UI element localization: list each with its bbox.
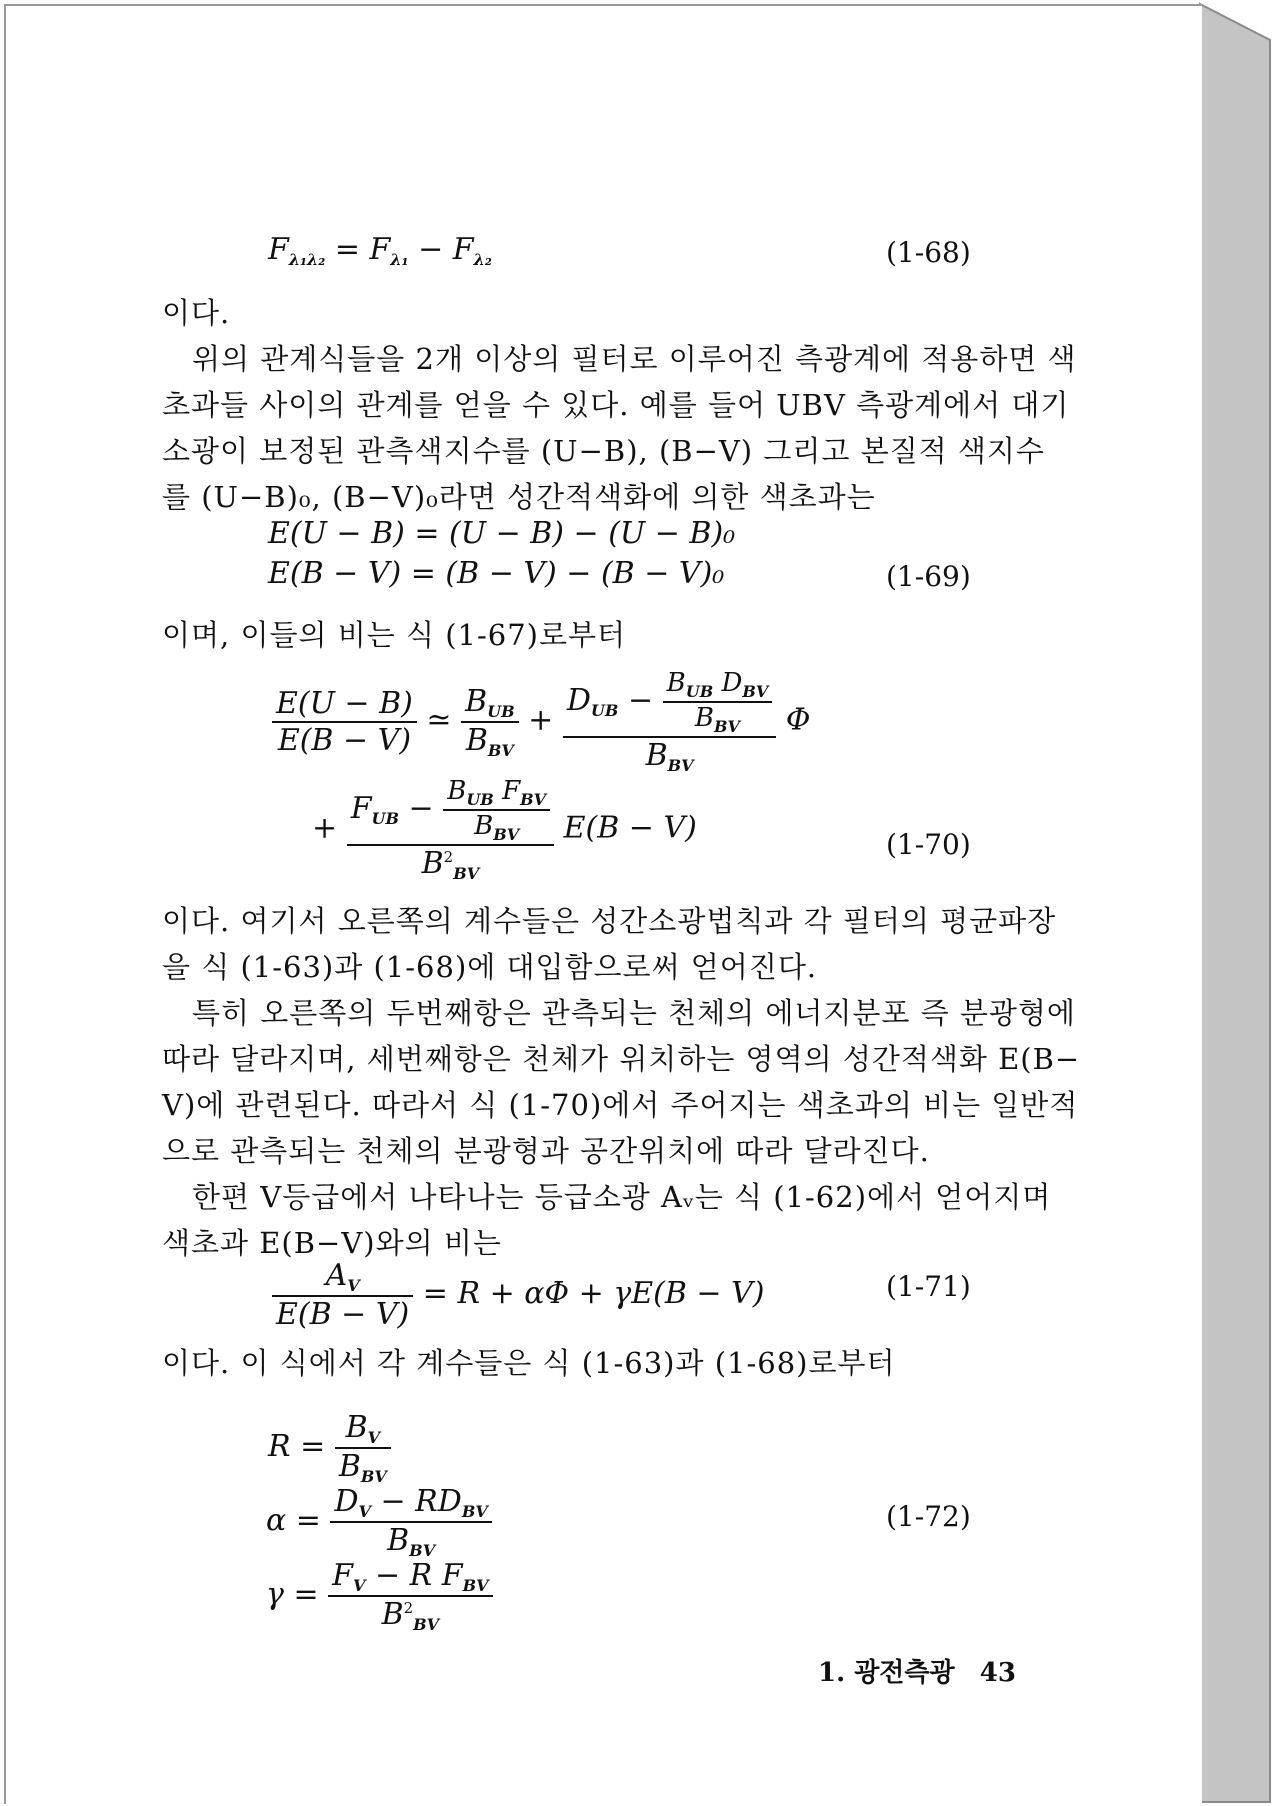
text-line: 초과들 사이의 관계를 얻을 수 있다. 예를 들어 UBV 측광계에서 대기 bbox=[162, 388, 1070, 422]
page-number: 43 bbox=[979, 1658, 1016, 1688]
text-line: 으로 관측되는 천체의 분광형과 공간위치에 따라 달라진다. bbox=[162, 1134, 930, 1168]
fraction-av: $\frac{A_V}{E(B - V)}$ bbox=[272, 1258, 413, 1332]
text-line: 를 (U−B)₀, (B−V)₀라면 성간적색화에 의한 색초과는 bbox=[162, 480, 876, 514]
equation-number-1-71: (1-71) bbox=[886, 1270, 971, 1303]
equation-number-1-70: (1-70) bbox=[886, 828, 971, 861]
paragraph-block-2 bbox=[162, 612, 1022, 658]
fraction-term3: $F_{UB}$ − $\frac{B_{UB} F_{BV}}{B_{BV}}$ $B^2_{BV}$ bbox=[347, 776, 554, 883]
fraction-term2: $D_{UB}$ − $\frac{B_{UB} D_{BV}}{B_{BV}}$ $B_{BV}$ bbox=[563, 668, 776, 775]
equation-1-68: $F_{\lambda_1\lambda_2} = F_{\lambda_1} - F_{\lambda_2}$ bbox=[268, 232, 492, 269]
equation-1-70-line1: $\frac{E(U - B)}{E(B - V)}$ ≃ $\frac{B_{UB}}{B_{BV}}$ + $D_{UB}$ − $\frac{B_{UB} D_{BV}}{B_{BV}}$ $B_{BV}$ Φ bbox=[272, 668, 810, 775]
text-line: 한편 V등급에서 나타나는 등급소광 Aᵥ는 식 (1-62)에서 얻어지며 bbox=[192, 1180, 1052, 1214]
equation-1-69-line2: E(B − V) = (B − V) − (B − V)₀ bbox=[268, 556, 725, 591]
equation-1-70-line2: + $F_{UB}$ − $\frac{B_{UB} F_{BV}}{B_{BV}}$ $B^2_{BV}$ E(B − V) bbox=[312, 776, 697, 883]
paragraph-block-3 bbox=[162, 898, 1081, 1266]
text-line: 을 식 (1-63)과 (1-68)에 대입함으로써 얻어진다. bbox=[162, 950, 818, 984]
equation-1-72-alpha: α = $\frac{D_V - RD_{BV}}{B_{BV}}$ bbox=[266, 1484, 492, 1560]
text-line: 이며, 이들의 비는 식 (1-67)로부터 bbox=[162, 618, 627, 652]
text-line: 특히 오른쪽의 두번째항은 관측되는 천체의 에너지분포 즉 분광형에 bbox=[192, 996, 1076, 1030]
text-line: 위의 관계식들을 2개 이상의 필터로 이루어진 측광계에 적용하면 색 bbox=[192, 342, 1077, 376]
equation-number-1-72: (1-72) bbox=[886, 1500, 971, 1533]
text-line: V)에 관련된다. 따라서 식 (1-70)에서 주어지는 색초과의 비는 일반적 bbox=[162, 1088, 1079, 1122]
chapter-title: 1. 광전측광 bbox=[818, 1658, 955, 1688]
text-line: 색초과 E(B−V)와의 비는 bbox=[162, 1226, 502, 1260]
equation-1-69-line1: E(U − B) = (U − B) − (U − B)₀ bbox=[268, 516, 736, 551]
page-footer bbox=[818, 1652, 1016, 1689]
equation-1-72-r: R = $\frac{B_V}{B_{BV}}$ bbox=[268, 1410, 391, 1486]
paragraph-block-1 bbox=[162, 290, 1077, 520]
text-line: 따라 달라지며, 세번째항은 천체가 위치하는 영역의 성간적색화 E(B− bbox=[162, 1042, 1081, 1076]
equation-number-1-69: (1-69) bbox=[886, 560, 971, 593]
equation-number-1-68: (1-68) bbox=[886, 236, 971, 269]
text-line: 이다. bbox=[162, 296, 231, 330]
equation-1-71: $\frac{A_V}{E(B - V)}$ = R + αΦ + γE(B − V) bbox=[272, 1258, 764, 1332]
fraction-term1: $\frac{B_{UB}}{B_{BV}}$ bbox=[461, 684, 519, 760]
fraction-lhs: $\frac{E(U - B)}{E(B - V)}$ bbox=[272, 686, 417, 758]
text-line: 이다. 여기서 오른쪽의 계수들은 성간소광법칙과 각 필터의 평균파장 bbox=[162, 904, 1057, 938]
equation-1-72-gamma: γ = $\frac{F_V - R F_{BV}}{B^2_{BV}}$ bbox=[266, 1558, 493, 1634]
paragraph-block-4 bbox=[162, 1340, 1022, 1386]
text-line: 이다. 이 식에서 각 계수들은 식 (1-63)과 (1-68)로부터 bbox=[162, 1346, 896, 1380]
text-line: 소광이 보정된 관측색지수를 (U−B), (B−V) 그리고 본질적 색지수 bbox=[162, 434, 1045, 468]
